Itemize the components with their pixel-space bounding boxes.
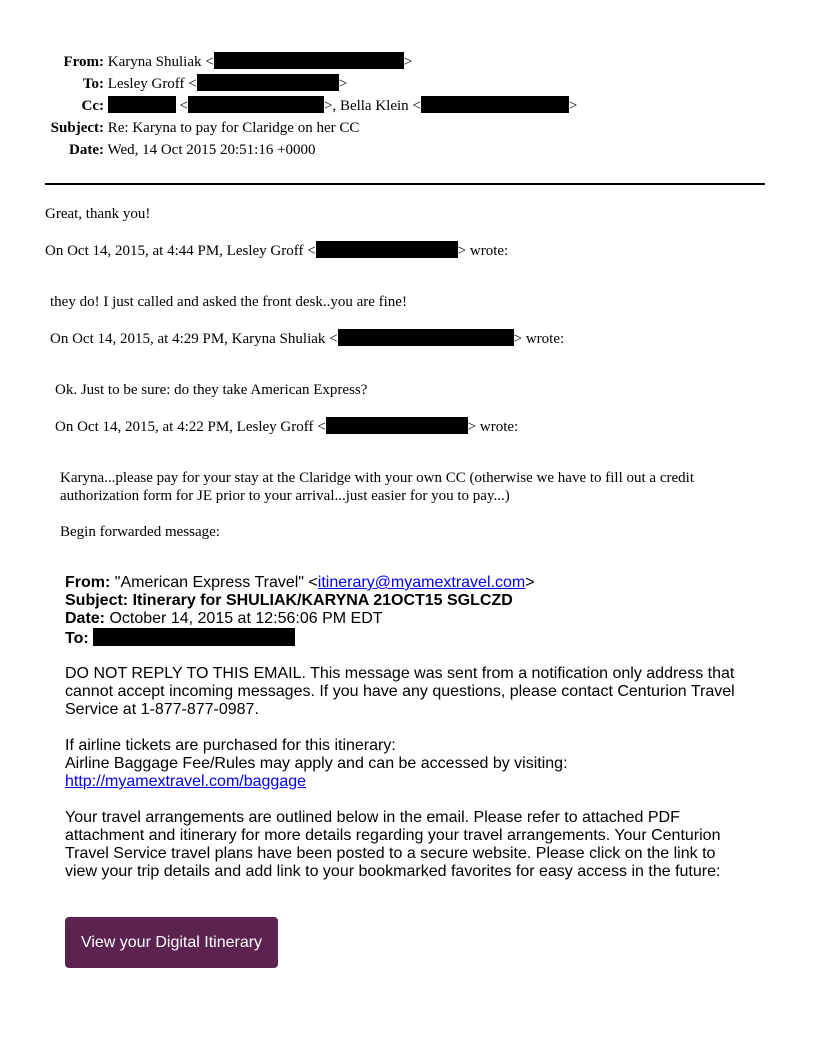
fwd-p3-line-1: Your travel arrangements are outlined below in the email. Please refer to attached PDF (65, 809, 680, 826)
header-to-name: Lesley Groff (107, 76, 185, 92)
fwd-to-row (65, 628, 295, 648)
reply-3: Ok. Just to be sure: do they take American Express? (55, 382, 368, 398)
header-cc-second-name: Bella Klein (339, 98, 409, 114)
header-to-label: To: (82, 76, 104, 92)
fwd-date: October 14, 2015 at 12:56:06 PM EDT (109, 610, 383, 627)
fwd-to-label: To: (65, 630, 89, 647)
quote-line-2: On Oct 14, 2015, at 4:29 PM, Karyna Shuliak < > wrote: (50, 331, 565, 347)
redacted-email (93, 628, 295, 646)
reply-4-line-1: Karyna...please pay for your stay at the Claridge with your own CC (otherwise we have to fill out a credit (60, 470, 694, 486)
header-cc-row: Cc: < >, Bella Klein < > (30, 95, 577, 117)
fwd-p1-line-3: Service at 1-877-877-0987. (65, 701, 259, 718)
fwd-subject-label: Subject: (65, 592, 129, 609)
forward-intro: Begin forwarded message: (60, 524, 220, 540)
redacted-email (188, 96, 324, 113)
quote-3-wrote: wrote: (479, 419, 519, 435)
quote-2-wrote: wrote: (525, 331, 565, 347)
fwd-subject: Itinerary for SHULIAK/KARYNA 21OCT15 SGLCZD (132, 592, 513, 609)
quote-2-prefix: On Oct 14, 2015, at 4:29 PM, Karyna Shuliak (50, 331, 326, 347)
quote-3-prefix: On Oct 14, 2015, at 4:22 PM, Lesley Groff (55, 419, 314, 435)
fwd-p2-line-1: If airline tickets are purchased for this itinerary: (65, 737, 396, 754)
header-date-row (30, 139, 577, 161)
fwd-from-label: From: (65, 574, 111, 591)
redacted-email (197, 74, 339, 91)
redacted-email (421, 96, 569, 113)
fwd-from-row: From: "American Express Travel" <itinerary@myamextravel.com> (65, 574, 535, 591)
header-date: Wed, 14 Oct 2015 20:51:16 +0000 (107, 142, 316, 158)
header-subject: Re: Karyna to pay for Claridge on her CC (107, 120, 360, 136)
view-digital-itinerary-button[interactable]: View your Digital Itinerary (65, 917, 278, 968)
header-from-label: From: (63, 54, 104, 70)
header-subject-label: Subject: (50, 120, 104, 136)
header-from-row: From: Karyna Shuliak < > (30, 51, 577, 73)
redacted-name (108, 96, 176, 113)
fwd-p2-line-2: Airline Baggage Fee/Rules may apply and can be accessed by visiting: (65, 755, 568, 772)
fwd-date-label: Date: (65, 610, 106, 627)
fwd-date-row (65, 610, 383, 628)
fwd-p3-line-4: view your trip details and add link to your bookmarked favorites for easy access in the future: (65, 863, 721, 880)
reply-2: they do! I just called and asked the front desk..you are fine! (50, 294, 407, 310)
header-to-row: To: Lesley Groff < > (30, 73, 577, 95)
quote-line-3: On Oct 14, 2015, at 4:22 PM, Lesley Groff < > wrote: (55, 419, 519, 435)
quote-1-prefix: On Oct 14, 2015, at 4:44 PM, Lesley Groff (45, 243, 304, 259)
baggage-link[interactable]: http://myamextravel.com/baggage (65, 773, 307, 790)
quote-1-wrote: wrote: (469, 243, 509, 259)
header-divider (45, 183, 765, 185)
fwd-p3-line-2: attachment and itinerary for more details regarding your travel arrangements. Your Centurion (65, 827, 721, 844)
quote-line-1: On Oct 14, 2015, at 4:44 PM, Lesley Groff < > wrote: (45, 243, 509, 259)
reply-1: Great, thank you! (45, 206, 151, 222)
redacted-email (316, 241, 458, 258)
fwd-p3-line-3: Travel Service travel plans have been posted to a secure website. Please click on the link to (65, 845, 716, 862)
email-header (30, 51, 577, 161)
fwd-p1-line-1: DO NOT REPLY TO THIS EMAIL. This message was sent from a notification only address that (65, 665, 735, 682)
fwd-baggage-link-row (65, 773, 306, 791)
fwd-p1-line-2: cannot accept incoming messages. If you have any questions, please contact Centurion Travel (65, 683, 735, 700)
header-from-name: Karyna Shuliak (107, 54, 202, 70)
redacted-email (338, 329, 514, 346)
redacted-email (326, 417, 468, 434)
reply-4-line-2: authorization form for JE prior to your arrival...just easier for you to pay...) (60, 488, 510, 504)
header-subject-row (30, 117, 577, 139)
fwd-from-name: "American Express Travel" (114, 574, 304, 591)
header-cc-label: Cc: (81, 98, 104, 114)
header-date-label: Date: (69, 142, 104, 158)
fwd-from-email-link[interactable]: itinerary@myamextravel.com (317, 574, 526, 591)
redacted-email (214, 52, 404, 69)
fwd-subject-row (65, 592, 513, 610)
